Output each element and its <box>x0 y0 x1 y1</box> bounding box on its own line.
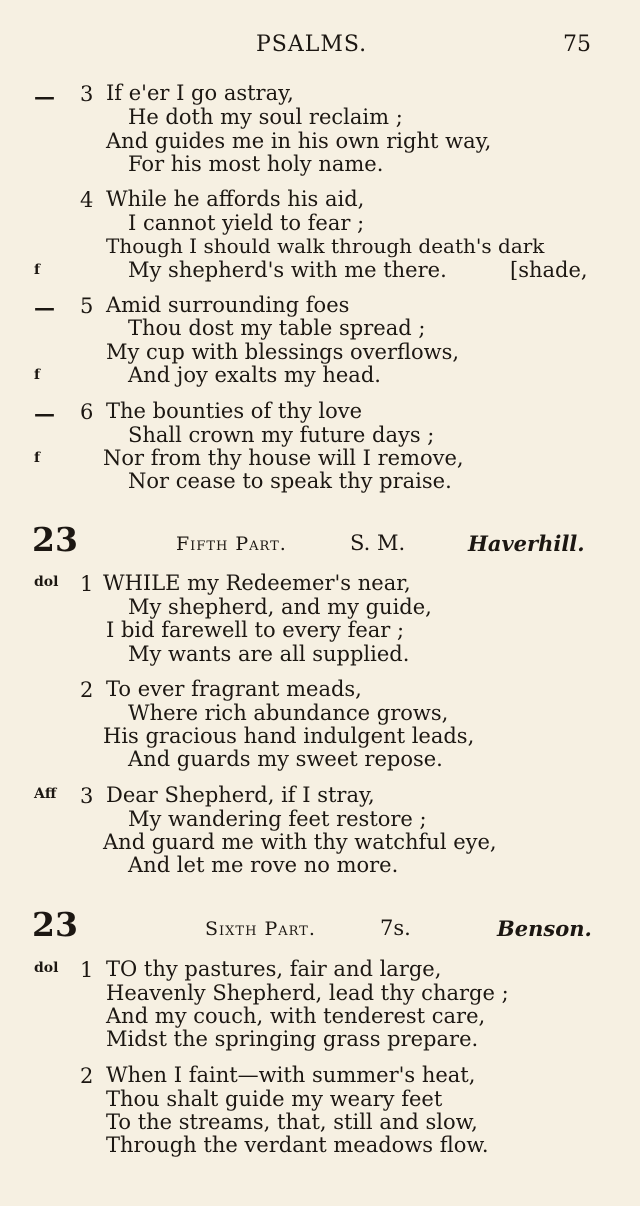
verse-line: Nor cease to speak thy praise. <box>128 469 452 493</box>
verse-line: My wants are all supplied. <box>128 642 410 666</box>
verse-line: He doth my soul reclaim ; <box>128 105 403 129</box>
tune-name: Haverhill. <box>468 531 585 556</box>
verse-line: Thou dost my table spread ; <box>128 316 426 340</box>
verse-line: Midst the springing grass prepare. <box>106 1027 479 1051</box>
stanza-number: 3 <box>80 82 94 106</box>
part-label: Fifth Part. <box>176 533 287 555</box>
meter-label: 7s. <box>380 916 411 940</box>
hymn-number: 23 <box>32 905 78 944</box>
dynamic-mark: dol <box>34 960 59 976</box>
stanza-number: 1 <box>80 572 94 596</box>
verse-line: My shepherd's with me there. <box>128 258 447 282</box>
verse-line: Where rich abundance grows, <box>128 701 449 725</box>
verse-line: Amid surrounding foes <box>106 293 350 317</box>
verse-line: To ever fragrant meads, <box>106 677 362 701</box>
stanza-mark: — <box>34 84 55 109</box>
verse-line: If e'er I go astray, <box>106 81 294 105</box>
verse-line: While he affords his aid, <box>106 187 365 211</box>
stanza-number: 6 <box>80 400 94 424</box>
part-label: Sixth Part. <box>205 918 316 940</box>
verse-line: And joy exalts my head. <box>128 363 381 387</box>
verse-line: And guards my sweet repose. <box>128 747 443 771</box>
verse-line: I bid farewell to every fear ; <box>106 618 405 642</box>
stanza-number: 3 <box>80 784 94 808</box>
verse-line: Shall crown my future days ; <box>128 423 435 447</box>
dynamic-mark: dol <box>34 574 59 590</box>
verse-line: Thou shalt guide my weary feet <box>106 1087 443 1111</box>
page-number: 75 <box>563 32 591 57</box>
dynamic-mark: f <box>34 367 41 383</box>
verse-line: Through the verdant meadows flow. <box>106 1133 489 1157</box>
verse-line: And guides me in his own right way, <box>106 129 492 153</box>
verse-line: And my couch, with tenderest care, <box>106 1004 486 1028</box>
hymn-number: 23 <box>32 520 78 559</box>
stanza-number: 5 <box>80 294 94 318</box>
running-title: PSALMS. <box>256 32 368 57</box>
verse-line: And guard me with thy watchful eye, <box>103 830 497 854</box>
verse-line: When I faint—with summer's heat, <box>106 1063 476 1087</box>
verse-line: His gracious hand indulgent leads, <box>103 724 475 748</box>
verse-line: TO thy pastures, fair and large, <box>106 957 442 981</box>
verse-line-turnover: [shade, <box>510 258 588 282</box>
dynamic-mark: f <box>34 262 41 278</box>
verse-line: For his most holy name. <box>128 152 384 176</box>
tune-name: Benson. <box>497 916 592 941</box>
verse-line: My wandering feet restore ; <box>128 807 427 831</box>
verse-line: And let me rove no more. <box>128 853 399 877</box>
verse-line: Dear Shepherd, if I stray, <box>106 783 375 807</box>
stanza-number: 4 <box>80 188 94 212</box>
stanza-number: 2 <box>80 678 94 702</box>
dynamic-mark: Aff <box>34 786 57 802</box>
dynamic-mark: f <box>34 450 41 466</box>
meter-label: S. M. <box>350 531 406 555</box>
verse-line: To the streams, that, still and slow, <box>106 1110 478 1134</box>
verse-line: WHILE my Redeemer's near, <box>103 571 411 595</box>
verse-line: The bounties of thy love <box>106 399 363 423</box>
verse-line: I cannot yield to fear ; <box>128 211 365 235</box>
verse-line: My shepherd, and my guide, <box>128 595 432 619</box>
verse-line: Though I should walk through death's dark <box>106 234 545 258</box>
verse-line: Nor from thy house will I remove, <box>103 446 464 470</box>
stanza-number: 1 <box>80 958 94 982</box>
verse-line: Heavenly Shepherd, lead thy charge ; <box>106 981 509 1005</box>
stanza-mark: — <box>34 401 55 426</box>
running-head <box>0 32 640 72</box>
verse-line: My cup with blessings overflows, <box>106 340 460 364</box>
stanza-number: 2 <box>80 1064 94 1088</box>
stanza-mark: — <box>34 295 55 320</box>
